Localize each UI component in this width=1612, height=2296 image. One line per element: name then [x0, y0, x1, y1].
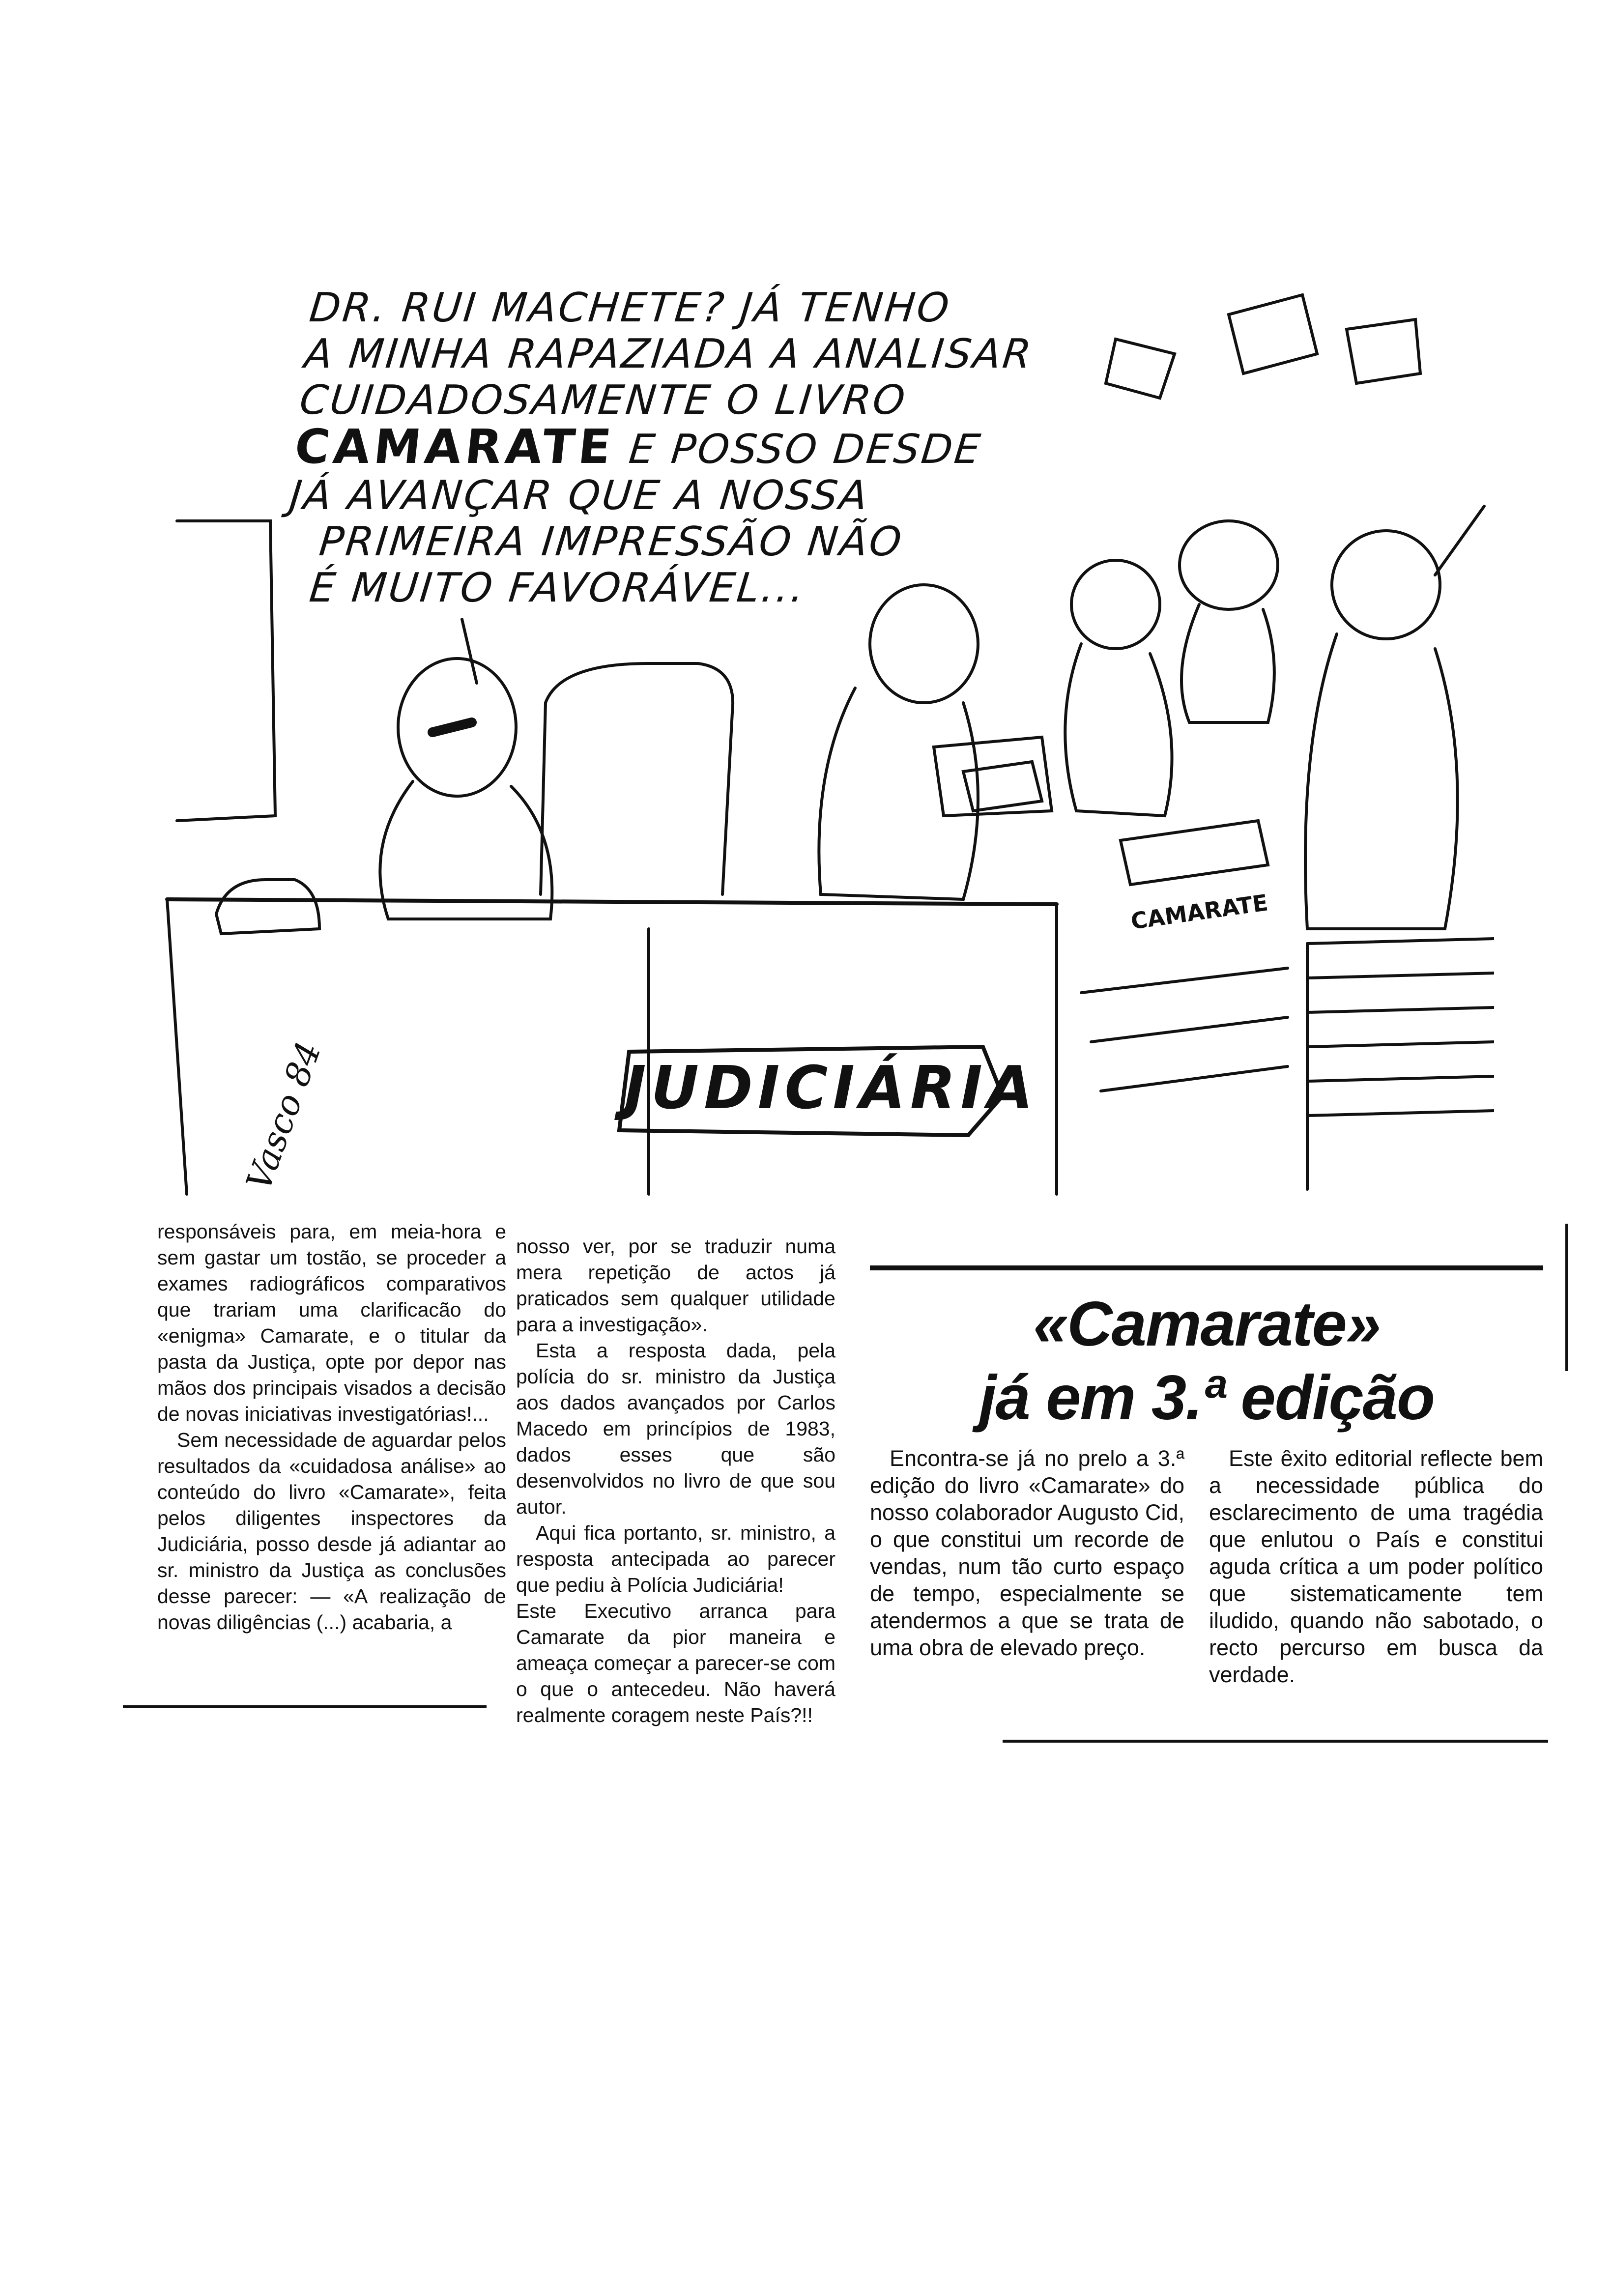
sidebar-column-2: [1209, 1445, 1543, 1688]
speech-book-title: CAMARATE: [292, 419, 618, 474]
speech-line: DR. RUI MACHETE? JÁ TENHO: [307, 285, 953, 331]
headline-line: «Camarate»: [1033, 1289, 1380, 1359]
speech-line: CUIDADOSAMENTE O LIVRO: [297, 377, 909, 424]
sidebar-paragraph: Este êxito editorial reflecte bem a necessidade pública do esclarecimento de uma tragédia que enlutou o País e constitui aguda crítica a um poder político que sistematicamente tem iludido, quando não sabotado, o recto percurso em busca da verdade.: [1209, 1446, 1543, 1687]
article-paragraph: responsáveis para, em meia-hora e sem gastar um tostão, se proceder a exames radiográficos comparativos que trariam uma clarificacão do «enigma» Camarate, e o titular da pasta da Justiça, opte por depor nas mãos dos principais visados a decisão de novas iniciativas investigatórias!...: [157, 1220, 506, 1425]
article-bottom-rule: [123, 1705, 487, 1708]
article-paragraph: Esta a resposta dada, pela polícia do sr. ministro da Justiça aos dados avançados por Carlos Macedo em princípios de 1983, dados esses que são desenvolvidos no livro de que sou autor.: [516, 1339, 835, 1518]
article-paragraph: nosso ver, por se traduzir numa mera repetição de actos já praticados sem qualquer utilidade para a investigação».: [516, 1235, 835, 1336]
speech-balloon: [278, 285, 1036, 611]
speech-line: JÁ AVANÇAR QUE A NOSSA: [287, 472, 872, 519]
sidebar-bottom-rule: [1003, 1740, 1548, 1743]
article-paragraph: Este Executivo arranca para Camarate da pior maneira e ameaça começar a parecer-se com o que o antecedeu. Não haverá realmente coragem neste País?!!: [516, 1600, 835, 1726]
sidebar-headline: [880, 1288, 1533, 1435]
speech-line: É MUITO FAVORÁVEL...: [307, 565, 808, 611]
sidebar-column-1: [870, 1445, 1184, 1661]
article-paragraph: Sem necessidade de aguardar pelos resultados da «cuidadosa análise» ao conteúdo do livro «Camarate», feita pelos diligentes inspectores da Judiciária, posso desde já adiantar ao sr. ministro da Justiça as conclusões desse parecer: — «A realização de novas diligências (...) acabaria, a: [157, 1429, 506, 1634]
article-paragraph: Aqui fica portanto, sr. ministro, a resposta antecipada ao parecer que pediu à Polícia Judiciária!: [516, 1521, 835, 1596]
artist-signature: Vasco 84: [238, 1036, 329, 1196]
sidebar-paragraph: Encontra-se já no prelo a 3.ª edição do livro «Camarate» do nosso colaborador Augusto Cid, o que constitui um recorde de vendas, num tão curto espaço de tempo, especialmente se atendermos a que se trata de uma obra de elevado preço.: [870, 1446, 1184, 1660]
judiciaria-sign: JUDICIÁRIA: [624, 1054, 1038, 1122]
headline-line: já em 3.ª edição: [979, 1363, 1435, 1433]
article-column-1: [157, 1219, 506, 1636]
article-column-2: [516, 1234, 835, 1728]
sidebar-side-rule: [1565, 1224, 1568, 1371]
speech-line: PRIMEIRA IMPRESSÃO NÃO: [317, 518, 906, 565]
sidebar-top-rule: [870, 1265, 1543, 1270]
camarate-book-label: CAMARATE: [1129, 889, 1270, 935]
speech-line: E POSSO DESDE: [627, 426, 984, 473]
speech-line: A MINHA RAPAZIADA A ANALISAR: [302, 331, 1036, 377]
